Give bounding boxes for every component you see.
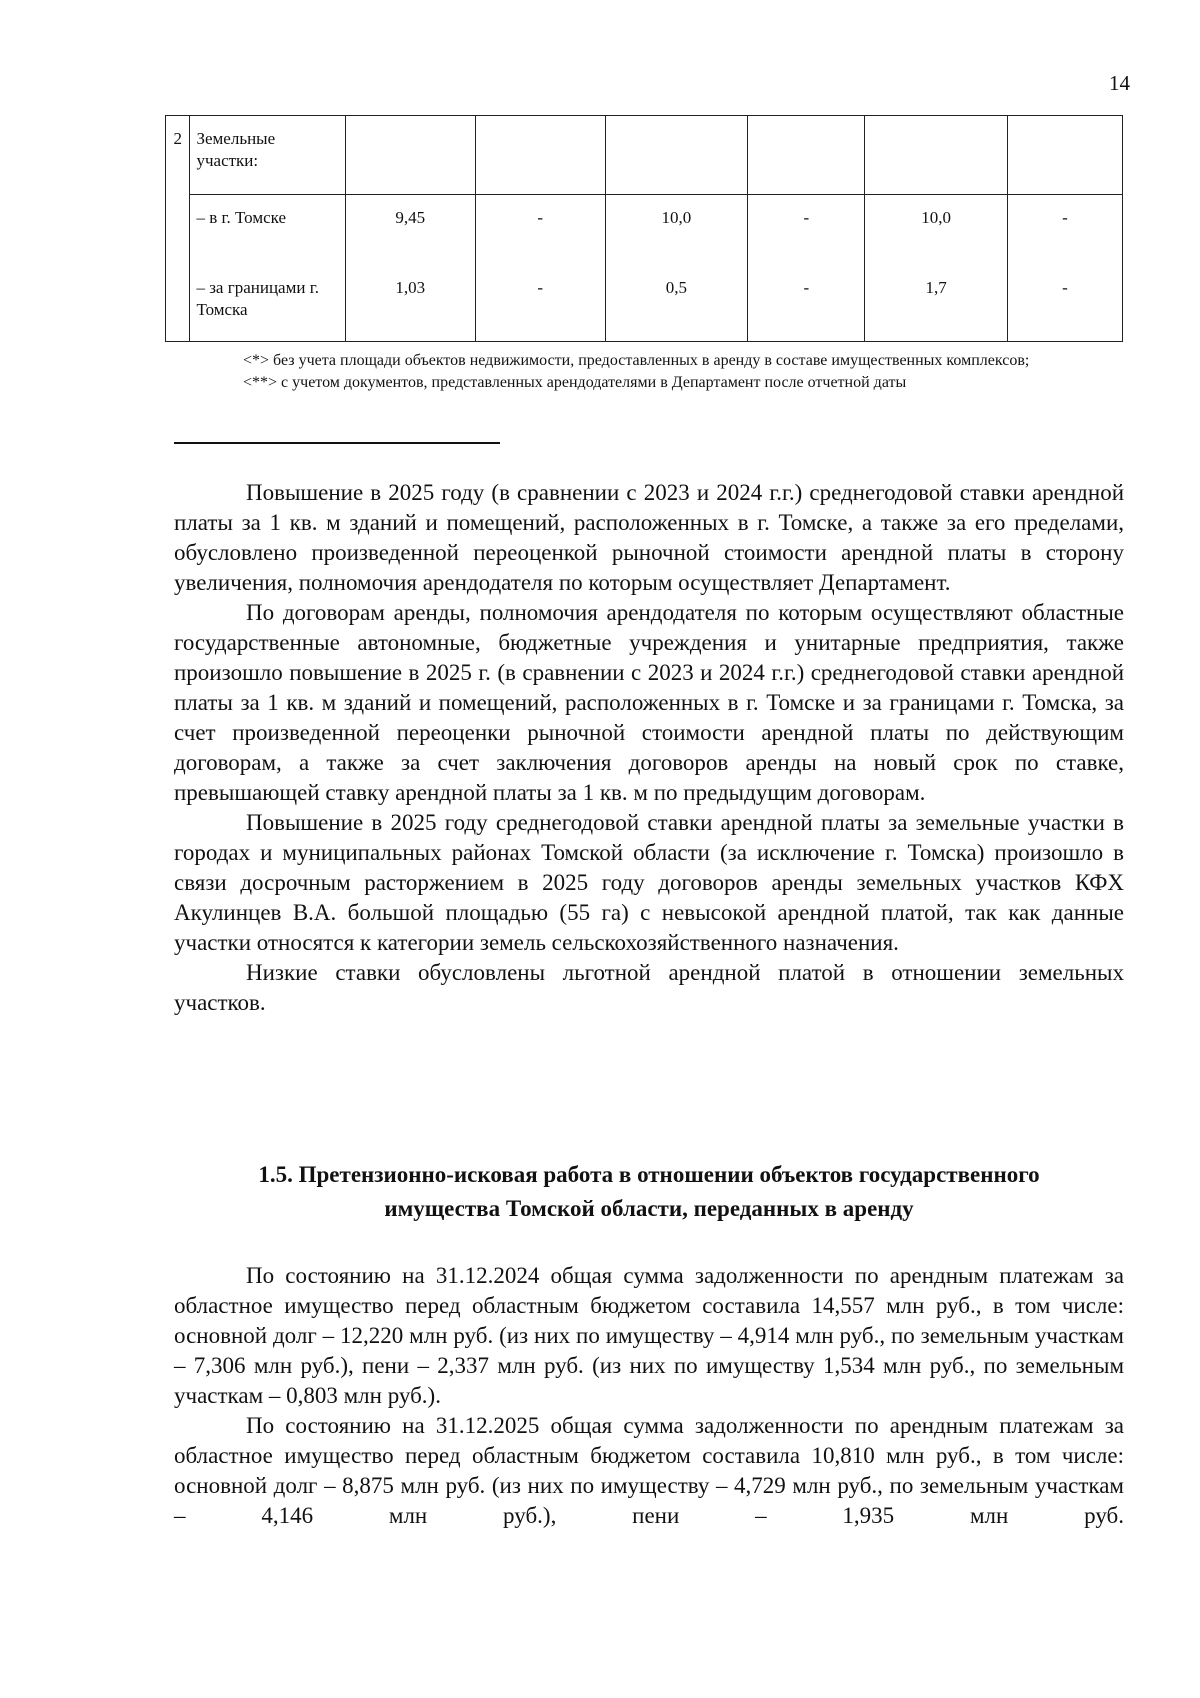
value-cell xyxy=(865,195,1008,342)
value-tomsk: 10,0 xyxy=(921,208,952,227)
footnote-1: <*> без учета площади объектов недвижимости, предоставленных в аренду в составе имущественных комплексов; xyxy=(243,352,1030,369)
value-cell xyxy=(345,195,475,342)
row-label-outside-tomsk: – за границами г. Томска xyxy=(196,278,319,319)
value-tomsk: - xyxy=(1062,208,1068,227)
value-cell xyxy=(1007,195,1122,342)
row-labels-cell xyxy=(190,195,345,342)
section-heading-line-1: 1.5. Претензионно-исковая работа в отношении объектов государственного xyxy=(258,1162,1040,1187)
empty-cell xyxy=(475,116,605,195)
empty-cell xyxy=(605,116,748,195)
value-outside: - xyxy=(1062,278,1068,297)
value-outside: 1,7 xyxy=(925,278,947,297)
row-number-cell: 2 xyxy=(166,116,190,342)
table-row-values xyxy=(166,195,1123,342)
group-label-cell: Земельные участки: xyxy=(190,116,345,195)
paragraph: По договорам аренды, полномочия арендодателя по которым осуществляют областные государственные автономные, бюджетные учреждения и унитарные предприятия, также произошло повышение в 2025 г. (в сравнении с 2023 и 2024 г.г.) среднегодовой ставки арендной платы за 1 кв. м зданий и помещений, расположенных в г. Томске и за границами г. Томска, за счет произведенной переоценки рыночной стоимости арендной платы по действующим договорам, а также за счет заключения договоров аренды на новый срок по ставке, превышающей ставку арендной платы за 1 кв. м по предыдущим договорам. xyxy=(174,600,1124,805)
table-row-group xyxy=(166,116,1123,195)
paragraph: Повышение в 2025 году (в сравнении с 2023 и 2024 г.г.) среднегодовой ставки арендной платы за 1 кв. м зданий и помещений, расположенных в г. Томске, а также за его пределами, обусловлено произведенной переоценкой рыночной стоимости арендной платы в сторону увеличения, полномочия арендодателя по которым осуществляет Департамент. xyxy=(174,480,1124,595)
paragraph: По состоянию на 31.12.2024 общая сумма задолженности по арендным платежам за областное имущество перед областным бюджетом составила 14,557 млн руб., в том числе: основной долг – 12,220 млн руб. (из них по имуществу – 4,914 млн руб., по земельным участкам – 7,306 млн руб.), пени – 2,337 млн руб. (из них по имуществу 1,534 млн руб., по земельным участкам – 0,803 млн руб.). xyxy=(174,1263,1124,1408)
value-tomsk: 10,0 xyxy=(661,208,692,227)
empty-cell xyxy=(865,116,1008,195)
paragraph: По состоянию на 31.12.2025 общая сумма задолженности по арендным платежам за областное имущество перед областным бюджетом составила 10,810 млн руб., в том числе: основной долг – 8,875 млн руб. (из них по имуществу – 4,729 млн руб., по земельным участкам – 4,146 млн руб.), пени – 1,935 млн руб. xyxy=(174,1413,1124,1528)
body-text xyxy=(174,478,1124,1018)
value-tomsk: - xyxy=(537,208,543,227)
value-outside: 1,03 xyxy=(395,278,426,297)
paragraph: Низкие ставки обусловлены льготной арендной платой в отношении земельных участков. xyxy=(174,960,1124,1015)
paragraph: Повышение в 2025 году среднегодовой ставки арендной платы за земельные участки в городах и муниципальных районах Томской области (за исключение г. Томска) произошло в связи досрочным расторжением в 2025 году договоров аренды земельных участков КФХ Акулинцев В.А. большой площадью (55 га) с невысокой арендной платой, так как данные участки относятся к категории земель сельскохозяйственного назначения. xyxy=(174,810,1124,955)
section-body-text xyxy=(174,1261,1124,1531)
value-tomsk: 9,45 xyxy=(395,208,426,227)
value-cell xyxy=(748,195,865,342)
value-cell xyxy=(475,195,605,342)
value-tomsk: - xyxy=(803,208,810,227)
footnote-separator xyxy=(174,442,500,444)
table-footnotes xyxy=(174,350,1124,394)
section-heading xyxy=(174,1158,1124,1226)
page-number: 14 xyxy=(1109,71,1130,95)
value-outside: - xyxy=(803,278,810,297)
empty-cell xyxy=(345,116,475,195)
empty-cell xyxy=(748,116,865,195)
empty-cell xyxy=(1007,116,1122,195)
value-outside: - xyxy=(537,278,543,297)
value-outside: 0,5 xyxy=(665,278,688,297)
footnote-2: <**> с учетом документов, представленных арендодателями в Департамент после отчетной даты xyxy=(243,374,907,391)
row-label-tomsk: – в г. Томске xyxy=(196,208,287,227)
section-heading-line-2: имущества Томской области, переданных в аренду xyxy=(384,1196,914,1221)
rent-rates-table xyxy=(165,115,1123,342)
value-cell xyxy=(605,195,748,342)
